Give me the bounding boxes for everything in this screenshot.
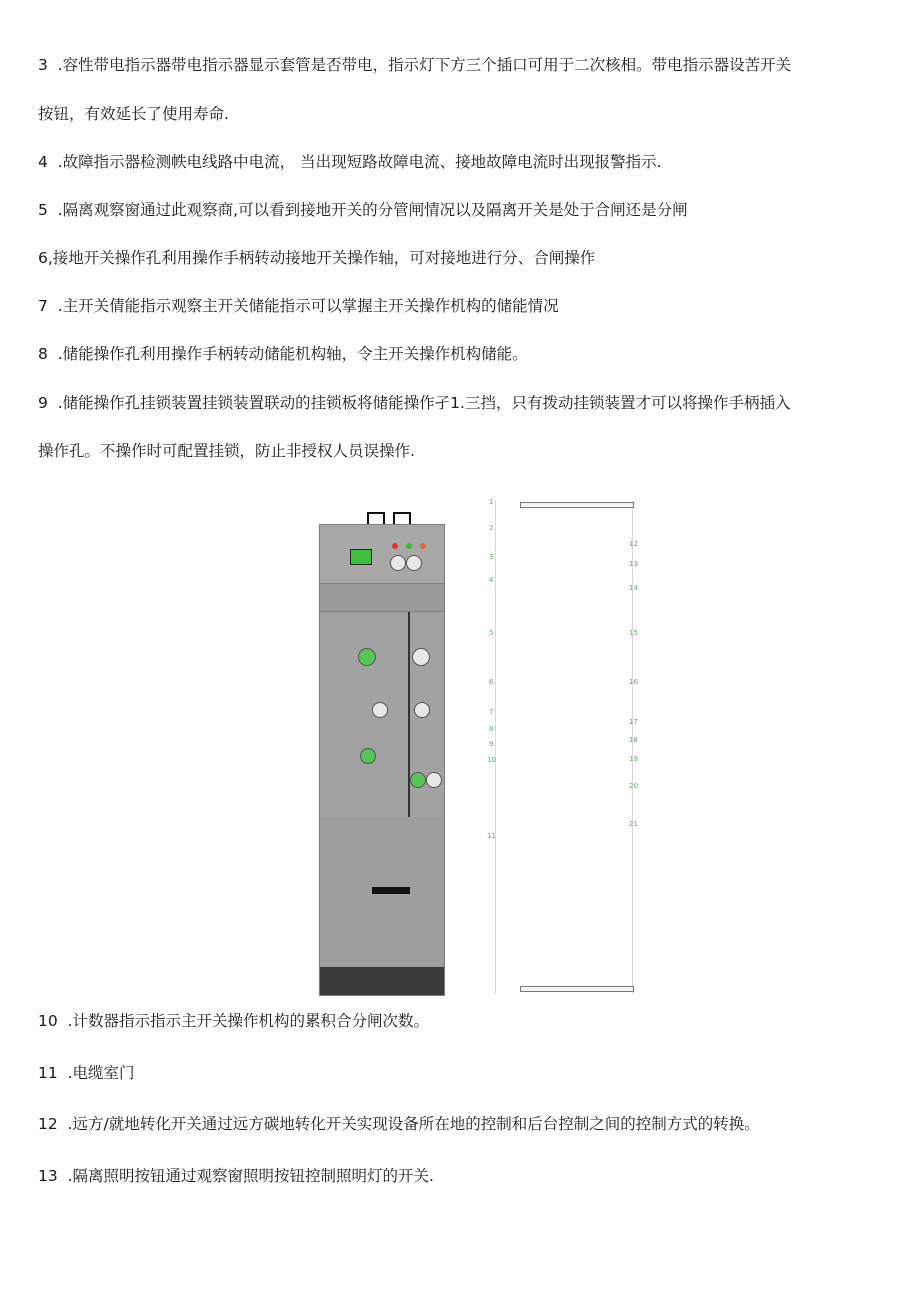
paragraph-7 bbox=[38, 295, 878, 317]
mechanism-panel bbox=[320, 611, 444, 818]
paragraph-5 bbox=[38, 199, 878, 221]
callout-label: 20 bbox=[629, 782, 638, 790]
item-number: 12 bbox=[38, 1115, 58, 1133]
item-text: .计数器指示指示主开关操作机构的累积合分闸次数。 bbox=[67, 1012, 430, 1030]
center-rail bbox=[408, 612, 410, 817]
cabinet-base bbox=[320, 967, 444, 995]
green-led-icon bbox=[406, 543, 412, 549]
item-text: .故障指示器检测帙电线路中电流， 当出现短路故障电流、接地故障电流时出现报警指示. bbox=[57, 153, 662, 171]
switchgear-figure bbox=[315, 496, 655, 1002]
cabinet-side-view bbox=[495, 500, 633, 994]
paragraph-12 bbox=[38, 1113, 878, 1135]
callout-label: 2 bbox=[489, 524, 494, 532]
callout-label: 17 bbox=[629, 718, 638, 726]
item-text: .储能操作孔挂锁装置挂锁装置联动的挂锁板将储能操作孑1.三挡，只有拨动挂锁装置才可以将操作手柄插入 bbox=[57, 394, 791, 412]
button-knob bbox=[390, 555, 406, 571]
item-number: 4 bbox=[38, 153, 48, 171]
item-text: .容性带电指示器带电指示器显示套管是否带电，指示灯下方三个插口可用于二次核相。带电指示器设苦开关 bbox=[57, 56, 792, 74]
item-number: 11 bbox=[38, 1064, 58, 1082]
callout-label: 18 bbox=[629, 736, 638, 744]
door-handle-slot bbox=[372, 887, 410, 894]
button-knob bbox=[426, 772, 442, 788]
side-top-bar bbox=[520, 502, 634, 508]
callout-label: 15 bbox=[629, 629, 638, 637]
paragraph-3 bbox=[38, 54, 878, 76]
callout-label: 8 bbox=[489, 725, 494, 733]
callout-label: 1 bbox=[489, 498, 494, 506]
orange-led-icon bbox=[420, 543, 426, 549]
operation-hole bbox=[372, 702, 388, 718]
item-number: 9 bbox=[38, 394, 48, 412]
item-number: 7 bbox=[38, 297, 48, 315]
paragraph-4 bbox=[38, 151, 878, 173]
item-number: 3 bbox=[38, 56, 48, 74]
callout-label: 21 bbox=[629, 820, 638, 828]
item-text: .隔离照明按钮通过观察窗照明按钮控制照明灯的开关. bbox=[67, 1167, 434, 1185]
paragraph-10 bbox=[38, 1010, 878, 1032]
white-knob bbox=[412, 648, 430, 666]
callout-label: 13 bbox=[629, 560, 638, 568]
item-text: .隔离观察窗通过此观察商,可以看到接地开关的分管闸情况以及隔离开关是处于合闸还是分闸 bbox=[57, 201, 688, 219]
item-text: .储能操作孔利用操作手柄转动储能机构轴，令主开关操作机构储能。 bbox=[57, 345, 528, 363]
paragraph-6 bbox=[38, 247, 878, 269]
red-led-icon bbox=[392, 543, 398, 549]
item-text: 6,接地开关操作孔利用操作手柄转动接地开关操作轴，可对接地进行分、合闸操作 bbox=[38, 249, 596, 267]
item-text: .电缆室门 bbox=[67, 1064, 135, 1082]
green-knob bbox=[360, 748, 376, 764]
callout-label: 10 bbox=[487, 756, 496, 764]
callout-label: 12 bbox=[629, 540, 638, 548]
callout-label: 11 bbox=[487, 832, 496, 840]
paragraph-3-continuation: 按钮，有效延长了使用寿命. bbox=[38, 105, 229, 123]
callout-label: 9 bbox=[489, 740, 494, 748]
indicator-screen bbox=[350, 549, 372, 565]
paragraph-9-continuation: 操作孔。不操作时可配置挂锁，防止非授权人员误操作. bbox=[38, 442, 415, 460]
paragraph-9 bbox=[38, 392, 878, 414]
callout-label: 19 bbox=[629, 755, 638, 763]
item-number: 10 bbox=[38, 1012, 58, 1030]
paragraph-11 bbox=[38, 1062, 878, 1084]
callout-label: 16 bbox=[629, 678, 638, 686]
item-text: .主开关倩能指示观察主开关储能指示可以掌握主开关操作机构的储能情况 bbox=[57, 297, 559, 315]
item-number: 13 bbox=[38, 1167, 58, 1185]
paragraph-8 bbox=[38, 343, 878, 365]
item-text: .远方/就地转化开关通过远方碳地转化开关实现设备所在地的控制和后台控制之间的控制方式的转换。 bbox=[67, 1115, 760, 1133]
green-knob bbox=[410, 772, 426, 788]
callout-label: 7 bbox=[489, 708, 494, 716]
callout-label: 6 bbox=[489, 678, 494, 686]
side-bottom-bar bbox=[520, 986, 634, 992]
item-number: 8 bbox=[38, 345, 48, 363]
green-knob bbox=[358, 648, 376, 666]
button-knob bbox=[406, 555, 422, 571]
callout-label: 3 bbox=[489, 553, 494, 561]
operation-hole bbox=[414, 702, 430, 718]
item-number: 5 bbox=[38, 201, 48, 219]
switchgear-cabinet bbox=[319, 524, 445, 996]
paragraph-13 bbox=[38, 1165, 878, 1187]
callout-label: 14 bbox=[629, 584, 638, 592]
control-panel bbox=[320, 525, 444, 584]
callout-label: 5 bbox=[489, 629, 494, 637]
callout-label: 4 bbox=[489, 576, 494, 584]
